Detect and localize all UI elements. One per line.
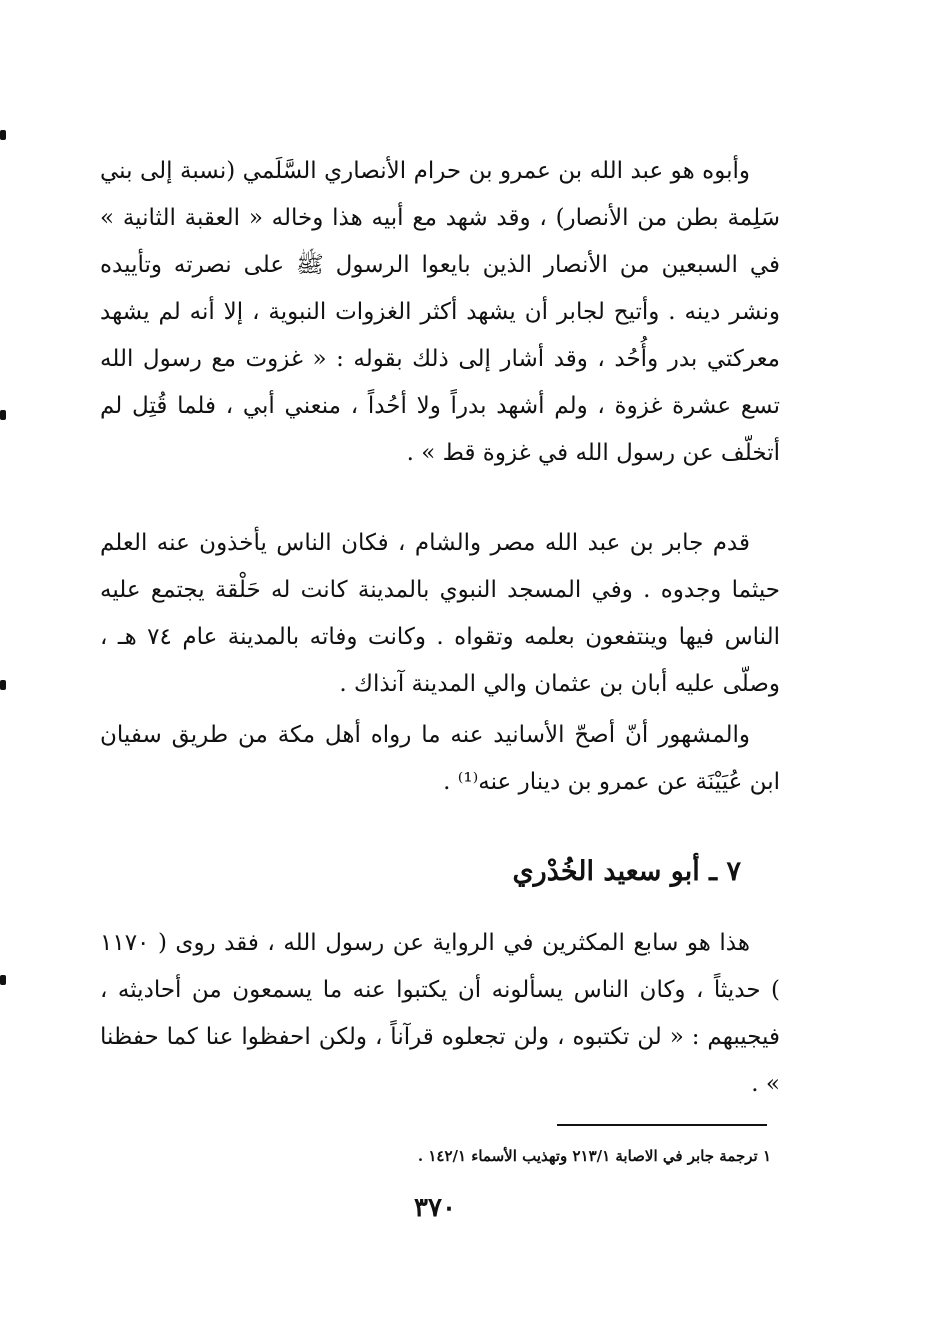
paragraph-text: والمشهور أنّ أصحّ الأسانيد عنه ما رواه أهل مكة من طريق سفيان ابن عُيَيْنَة عن عمرو بن دينار عنه⁽¹⁾ . — [100, 722, 780, 795]
footnote-divider — [557, 1124, 767, 1126]
paragraph-text: هذا هو سابع المكثرين في الرواية عن رسول الله ، فقد روى ( ١١٧٠ ) حديثاً ، وكان الناس يسألونه أن يكتبوا عنه ما يسمعون من أحاديثه ، فيجيبهم : « لن تكتبوه ، ولن تجعلوه قرآناً ، ولكن احفظوا عنا كما حفظنا » . — [100, 930, 780, 1097]
footnote: ١ ترجمة جابر في الاصابة ٢١٣/١ وتهذيب الأسماء ١٤٢/١ . — [417, 1147, 771, 1165]
paragraph-jabir-travels — [100, 520, 780, 708]
paragraph-abu-said — [100, 920, 780, 1108]
section-heading: ٧ ـ أبو سعيد الخُدْري — [512, 856, 741, 887]
left-edge-mark-4 — [0, 975, 6, 985]
left-edge-mark-1 — [0, 130, 6, 140]
left-edge-mark-2 — [0, 410, 6, 420]
left-edge-mark-3 — [0, 680, 6, 690]
paragraph-text: قدم جابر بن عبد الله مصر والشام ، فكان الناس يأخذون عنه العلم حيثما وجدوه . وفي المسجد النبوي بالمدينة كانت له حَلْقة يجتمع عليه الناس فيها وينتفعون بعلمه وتقواه . وكانت وفاته بالمدينة عام ٧٤ هـ ، وصلّى عليه أبان بن عثمان والي المدينة آنذاك . — [100, 530, 780, 697]
paragraph-jabir-father — [100, 148, 780, 477]
page-number: ٣٧٠ — [414, 1193, 456, 1223]
paragraph-text: وأبوه هو عبد الله بن عمرو بن حرام الأنصاري السَّلَمي (نسبة إلى بني سَلِمة بطن من الأنصار) ، وقد شهد مع أبيه هذا وخاله « العقبة الثانية » في السبعين من الأنصار الذين بايعوا الرسول ﷺ على نصرته وتأييده ونشر دينه . وأتيح لجابر أن يشهد أكثر الغزوات النبوية ، إلا أنه لم يشهد معركتي بدر وأُحُد ، وقد أشار إلى ذلك بقوله : « غزوت مع رسول الله تسع عشرة غزوة ، ولم أشهد بدراً ولا أحُداً ، منعني أبي ، فلما قُتِل لم أتخلّف عن رسول الله في غزوة قط » . — [100, 158, 780, 466]
paragraph-jabir-isnad — [100, 712, 780, 806]
